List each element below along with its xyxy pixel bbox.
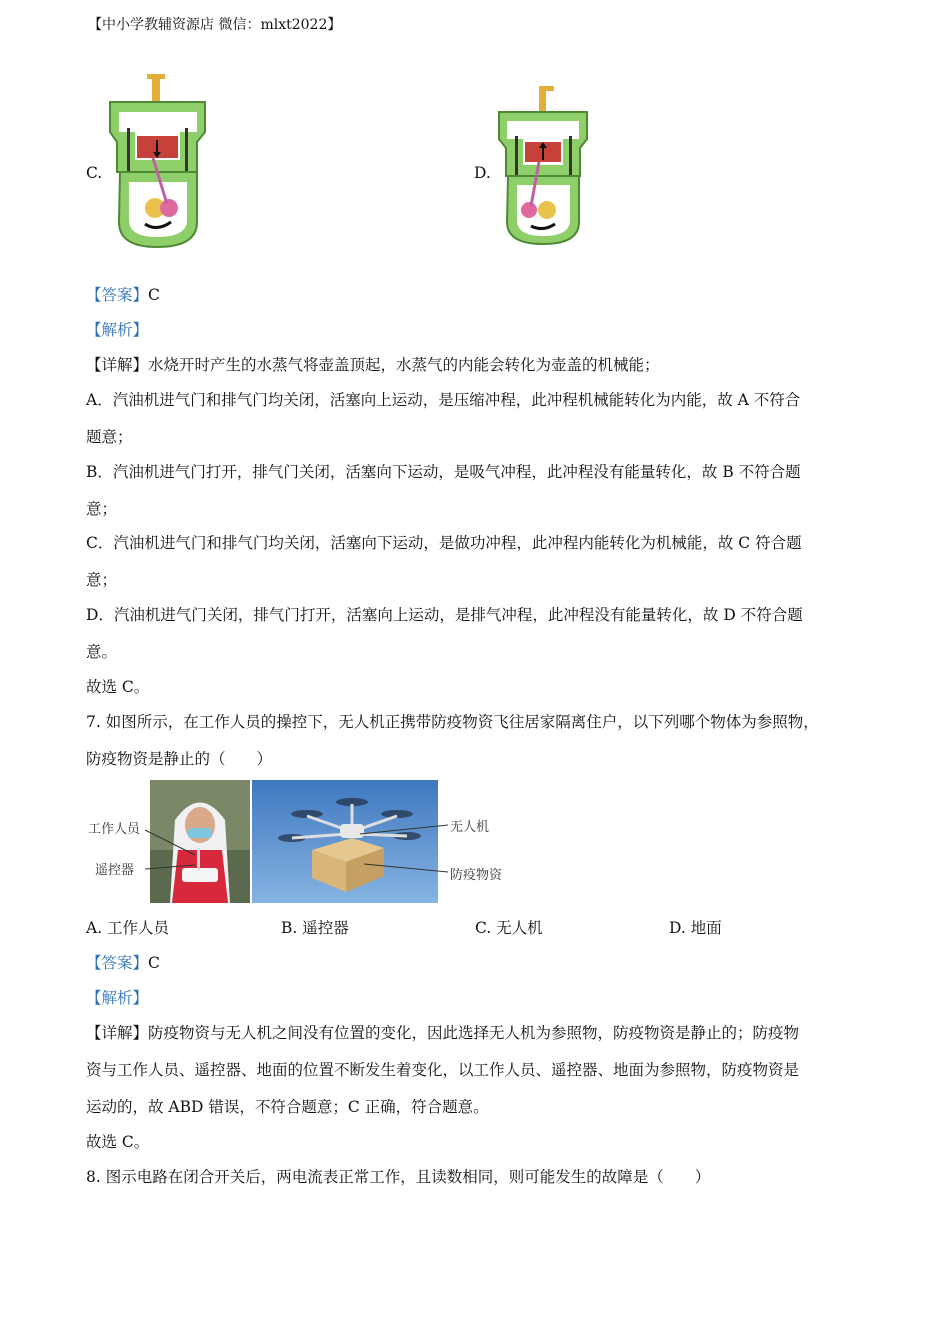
detail-tag: 【详解】: [86, 356, 149, 374]
q6-line: D．汽油机进气门关闭，排气门打开，活塞向上运动，是排气冲程，此冲程没有能量转化，故 D 不符合题: [86, 606, 803, 624]
q7-option-b: B. 遥控器: [281, 919, 349, 937]
q6-line: 意；: [86, 571, 118, 589]
answer-tag: 【答案】: [86, 954, 149, 972]
q6-line: 意；: [86, 500, 118, 518]
callout-lines-right: [360, 820, 452, 880]
detail-tag: 【详解】: [86, 1024, 149, 1042]
detail-text: 防疫物资与无人机之间没有位置的变化，因此选择无人机为参照物，防疫物资是静止的；防疫物: [148, 1024, 800, 1042]
answer-value: C: [148, 286, 160, 304]
q7-answer: [86, 953, 160, 973]
q6-conclusion: 故选 C。: [86, 678, 150, 696]
q6-analysis-tag: 【解析】: [86, 321, 149, 339]
q7-detail-line3: 运动的，故 ABD 错误，不符合题意；C 正确，符合题意。: [86, 1098, 489, 1116]
label-remote: 遥控器: [95, 863, 135, 878]
answer-tag: 【答案】: [86, 286, 149, 304]
q6-answer: [86, 285, 160, 305]
q7-stem-line2: 防疫物资是静止的（ ）: [86, 750, 273, 768]
q7-option-d: D. 地面: [669, 919, 722, 937]
answer-value: C: [148, 954, 160, 972]
q6-line: 意。: [86, 643, 118, 661]
q7-stem-line1: 7. 如图所示，在工作人员的操控下，无人机正携带防疫物资飞往居家隔离住户，以下列哪个物体为参照物，: [86, 713, 819, 731]
q8-stem: 8. 图示电路在闭合开关后，两电流表正常工作，且读数相同，则可能发生的故障是（ ）: [86, 1168, 711, 1186]
q7-analysis-tag: 【解析】: [86, 989, 149, 1007]
q7-option-a: A. 工作人员: [86, 919, 170, 937]
q7-conclusion: 故选 C。: [86, 1133, 150, 1151]
engine-diagram-c: [105, 72, 215, 250]
q7-detail-line1: [86, 1023, 799, 1043]
label-supplies: 防疫物资: [450, 868, 503, 883]
q6-line: 题意；: [86, 428, 133, 446]
q6-line: A．汽油机进气门和排气门均关闭，活塞向上运动，是压缩冲程，此冲程机械能转化为内能，故 A 不符合: [86, 391, 801, 409]
q6-line: B．汽油机进气门打开，排气门关闭，活塞向下运动，是吸气冲程，此冲程没有能量转化，故 B 不符合题: [86, 463, 801, 481]
q6-detail: [86, 355, 660, 375]
q6-line: C．汽油机进气门和排气门均关闭，活塞向下运动，是做功冲程，此冲程内能转化为机械能，故 C 符合题: [86, 534, 802, 552]
option-d-label: D.: [474, 164, 491, 182]
callout-lines-left: [140, 825, 200, 875]
page-header: 【中小学教辅资源店 微信：mlxt2022】: [88, 17, 342, 33]
q7-option-c: C. 无人机: [475, 919, 543, 937]
label-drone: 无人机: [450, 820, 490, 835]
option-c-label: C.: [86, 164, 103, 182]
detail-text: 水烧开时产生的水蒸气将壶盖顶起，水蒸气的内能会转化为壶盖的机械能；: [148, 356, 660, 374]
label-worker: 工作人员: [88, 822, 141, 837]
q7-detail-line2: 资与工作人员、遥控器、地面的位置不断发生着变化，以工作人员、遥控器、地面为参照物，防疫物资是: [86, 1061, 800, 1079]
engine-diagram-d: [495, 84, 595, 246]
